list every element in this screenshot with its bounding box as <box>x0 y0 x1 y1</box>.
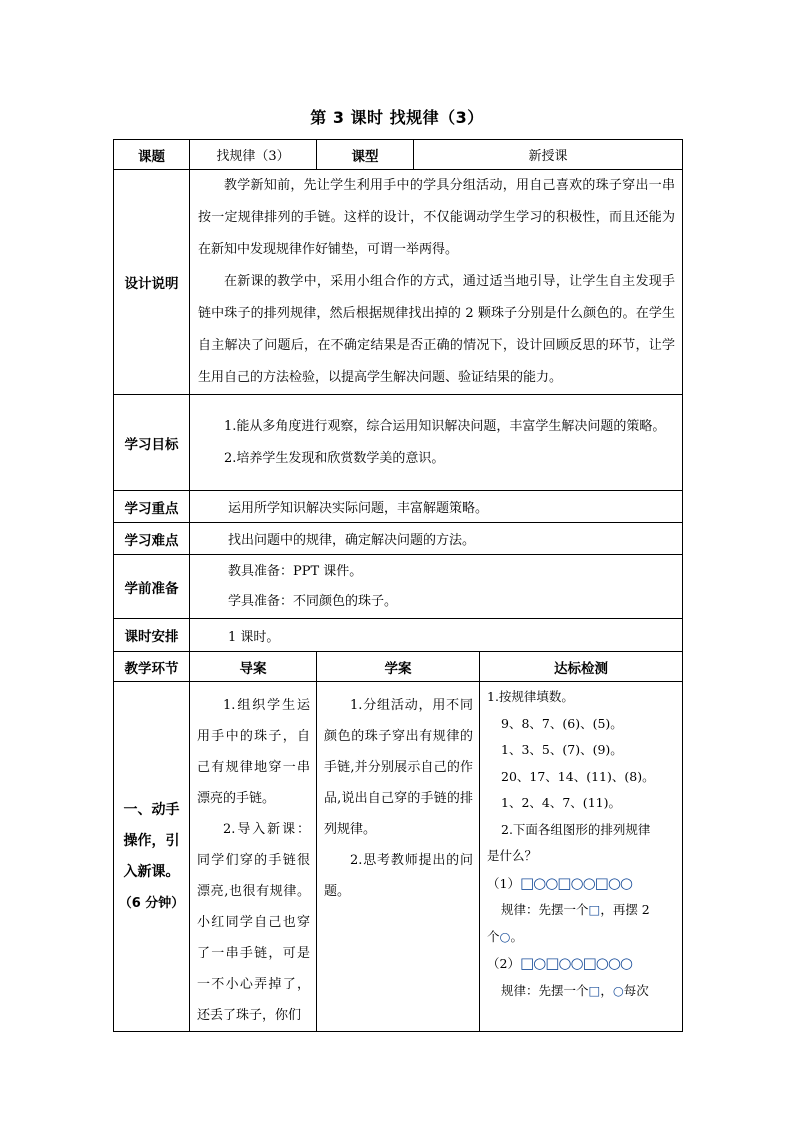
q1-rule-text-a: 规律：先摆一个 <box>501 902 589 917</box>
design-paragraph-2: 在新课的教学中，采用小组合作的方式，通过适当地引导，让学生自主发现手链中珠子的排列规律，然后根据规律找出掉的 2 颗珠子分别是什么颜色的。在学生自主解决了问题后，在不确定结果是否正确的情况下，设计回顾反思的环节，让学生用自己的方法检验，以提高学生解决问题、验证结果的能力。 <box>198 274 676 385</box>
col-guide-header: 导案 <box>190 652 317 682</box>
label-design: 设计说明 <box>114 170 190 395</box>
key-text: 运用所学知识解决实际问题，丰富解题策略。 <box>190 491 683 523</box>
design-content <box>190 170 683 395</box>
study-cell <box>317 682 480 1032</box>
col-check-header: 达标检测 <box>480 652 683 682</box>
check-q1-rule-line-2 <box>487 924 676 951</box>
label-difficulty: 学习难点 <box>114 523 190 555</box>
q2-rule-text-c: 每次 <box>623 982 649 998</box>
header-row <box>114 140 683 170</box>
schedule-row <box>114 619 683 652</box>
page-title: 第 3 课时 找规律（3） <box>310 108 484 127</box>
q2-rule-text-b: ， <box>600 982 613 998</box>
q1-label: （1） <box>487 875 520 891</box>
q1-shape-sequence: □○○□○○□○○ <box>519 873 633 892</box>
label-key: 学习重点 <box>114 491 190 523</box>
q2-rule-text-a: 规律：先摆一个 <box>501 982 589 998</box>
topic-value: 找规律（3） <box>190 140 317 170</box>
check-line-7: 是什么？ <box>487 848 538 863</box>
label-prep: 学前准备 <box>114 555 190 619</box>
label-topic: 课题 <box>114 140 190 170</box>
difficulty-row <box>114 523 683 555</box>
check-line-6: 2.下面各组图形的排列规律 <box>501 821 651 837</box>
q1-rule-text-d: 。 <box>510 928 523 944</box>
columns-header-row <box>114 652 683 682</box>
check-cell <box>480 682 683 1032</box>
check-q2-shapes-line <box>487 950 676 978</box>
col-study-header: 学案 <box>317 652 480 682</box>
design-paragraph-1: 教学新知前，先让学生利用手中的学具分组活动，用自己喜欢的珠子穿出一串按一定规律排列的手链。这样的设计，不仅能调动学生学习的积极性，而且还能为在新知中发现规律作好铺垫，可谓一举两得。 <box>198 178 676 257</box>
type-value: 新授课 <box>414 140 683 170</box>
prep-teacher: 教具准备：PPT 课件。 <box>228 563 363 579</box>
q1-rule-text-c: 个 <box>487 928 500 944</box>
prep-content <box>190 555 683 619</box>
design-row <box>114 170 683 395</box>
stage-line-1: 一、动手 <box>123 801 180 818</box>
guide-cell <box>190 682 317 1032</box>
check-line-2: 9、8、7、(6)、(5)。 <box>501 715 623 731</box>
goals-row <box>114 395 683 491</box>
check-q1-shapes-line <box>487 870 676 898</box>
check-q1-rule-line <box>487 897 676 924</box>
prep-student: 学具准备：不同颜色的珠子。 <box>228 593 398 609</box>
stage-cell <box>114 682 190 1032</box>
schedule-text: 1 课时。 <box>190 619 683 652</box>
circle-icon: ○ <box>499 928 511 944</box>
difficulty-text: 找出问题中的规律，确定解决问题的方法。 <box>190 523 683 555</box>
check-line-5: 1、2、4、7、(11)。 <box>501 795 621 810</box>
goals-paragraph-2: 2.培养学生发现和欣赏数学美的意识。 <box>224 450 445 466</box>
square-icon: □ <box>588 982 601 998</box>
col-stage-header: 教学环节 <box>114 652 190 682</box>
goals-content <box>190 395 683 491</box>
label-schedule: 课时安排 <box>114 619 190 652</box>
q1-rule-text-b: ，再摆 2 <box>600 902 650 917</box>
q2-shape-sequence: □○□○○□○○○ <box>519 954 633 972</box>
circle-icon: ○ <box>612 982 624 998</box>
goals-paragraph-1: 1.能从多角度进行观察，综合运用知识解决问题，丰富学生解决问题的策略。 <box>224 418 666 434</box>
stage-line-4: （6 分钟） <box>118 895 185 911</box>
prep-row <box>114 555 683 619</box>
stage-row <box>114 682 683 1032</box>
stage-line-3: 入新课。 <box>123 863 180 880</box>
lesson-plan-table <box>113 139 683 1032</box>
check-line-4: 20、17、14、(11)、(8)。 <box>501 768 655 784</box>
check-line-1: 1.按规律填数。 <box>487 689 574 704</box>
square-icon: □ <box>588 902 601 917</box>
guide-paragraph-1: 1.组织学生运用手中的珠子，自己有规律地穿一串漂亮的手链。 <box>197 698 310 806</box>
q2-label: （2） <box>487 956 520 971</box>
label-goals: 学习目标 <box>114 395 190 491</box>
check-q2-rule-line <box>487 978 676 1005</box>
guide-paragraph-2: 2.导入新课：同学们穿的手链很漂亮,也很有规律。小红同学自己也穿了一串手链，可是一不小心弄掉了，还丢了珠子，你们 <box>197 822 310 1023</box>
key-row <box>114 491 683 523</box>
stage-line-2: 操作，引 <box>123 832 180 849</box>
study-paragraph-2: 2.思考教师提出的问题。 <box>324 853 473 899</box>
study-paragraph-1: 1.分组活动，用不同颜色的珠子穿出有规律的手链,并分别展示自己的作品,说出自己穿的手链的排列规律。 <box>324 698 473 837</box>
check-line-3: 1、3、5、(7)、(9)。 <box>501 742 623 757</box>
label-type: 课型 <box>317 140 414 170</box>
